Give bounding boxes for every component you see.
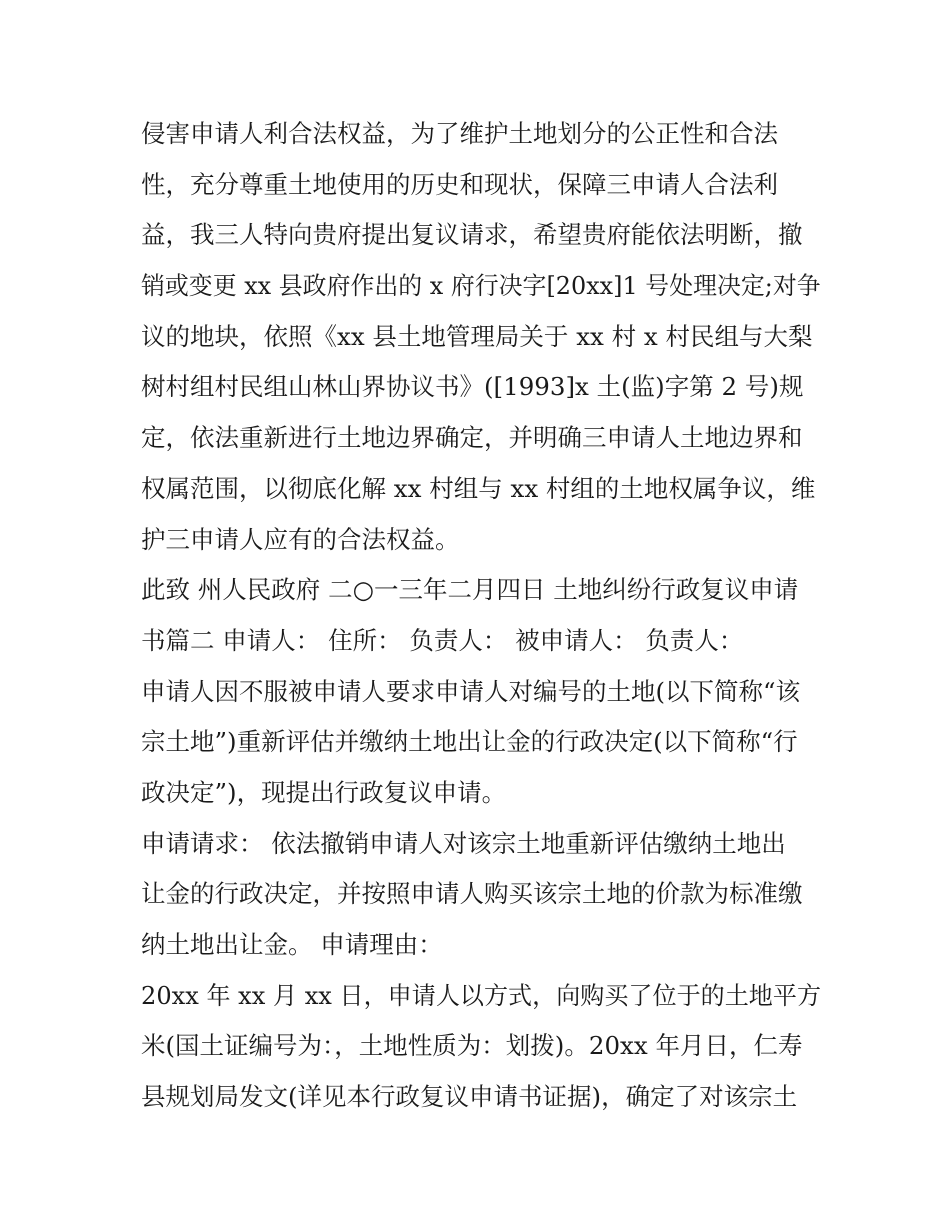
text-line: 定，依法重新进行土地边界确定，并明确三申请人土地边界和 (141, 423, 803, 453)
text-line: 申请请求： 依法撤销申请人对该宗土地重新评估缴纳土地出 (141, 828, 786, 858)
text-line: 树村组村民组山林山界协议书》([1993]x 土(监)字第 2 号)规 (141, 372, 804, 402)
text-line: 纳土地出让金。 申请理由： (141, 930, 443, 959)
text-line: 性，充分尊重土地使用的历史和现状，保障三申请人合法利 (141, 169, 778, 199)
document-body (141, 109, 821, 1123)
text-line: 此致 州人民政府 二○一三年二月四日 土地纠纷行政复议申请 (141, 575, 799, 605)
text-line: 20xx 年 xx 月 xx 日，申请人以方式，向购买了位于的土地平方 (141, 980, 822, 1010)
text-line: 益，我三人特向贵府提出复议请求，希望贵府能依法明断，撤 (141, 220, 803, 250)
text-line: 议的地块，依照《xx 县土地管理局关于 xx 村 x 村民组与大梨 (141, 321, 813, 351)
text-line: 书篇二 申请人： 住所： 负责人： 被申请人： 负责人： (141, 625, 744, 655)
text-line: 权属范围，以彻底化解 xx 村组与 xx 村组的土地权属争议，维 (141, 473, 816, 503)
text-line: 申请人因不服被申请人要求申请人对编号的土地(以下简称“该 (141, 676, 801, 706)
text-line: 护三申请人应有的合法权益。 (141, 524, 460, 554)
text-line: 米(国土证编号为：，土地性质为：划拨)。20xx 年月日，仁寿 (141, 1031, 803, 1061)
text-line: 侵害申请人利合法权益，为了维护土地划分的公正性和合法 (141, 119, 778, 148)
text-line: 宗土地”)重新评估并缴纳土地出让金的行政决定(以下简称“行 (141, 727, 798, 757)
text-line: 政决定”)，现提出行政复议申请。 (141, 777, 507, 807)
text-line: 销或变更 xx 县政府作出的 x 府行决字[20xx]1 号处理决定;对争 (141, 271, 821, 301)
text-line: 让金的行政决定，并按照申请人购买该宗土地的价款为标准缴 (141, 879, 803, 909)
text-line: 县规划局发文(详见本行政复议申请书证据)，确定了对该宗土 (141, 1082, 798, 1112)
